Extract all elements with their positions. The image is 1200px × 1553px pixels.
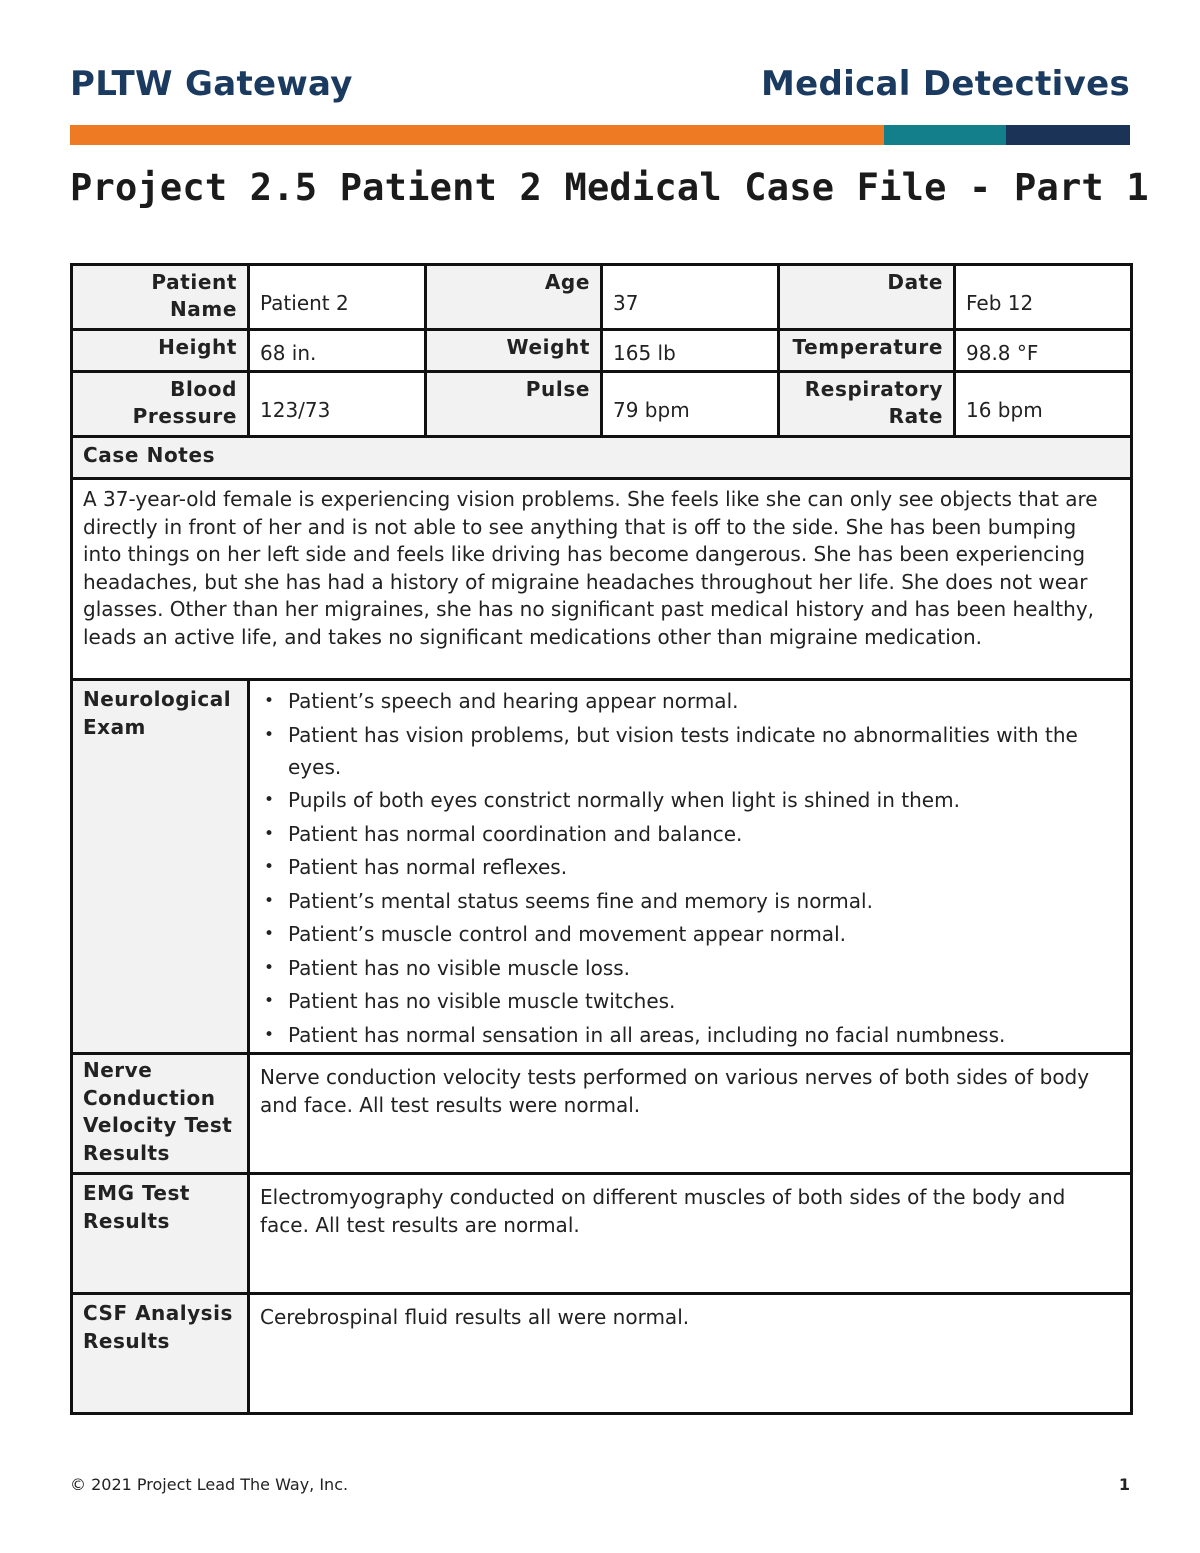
blood-pressure-label: Blood Pressure: [72, 372, 249, 437]
list-item: • Patient has vision problems, but vision tests indicate no abnormalities with the eyes.: [288, 719, 1120, 783]
date-label: Date: [779, 265, 955, 330]
list-item: • Patient’s speech and hearing appear normal.: [288, 685, 1120, 717]
vitals-row-2: [72, 330, 1132, 372]
temperature-value: 98.8 °F: [955, 330, 1132, 372]
emg-row: [72, 1174, 1132, 1294]
temperature-label: Temperature: [779, 330, 955, 372]
height-value: 68 in.: [249, 330, 426, 372]
case-notes-label: Case Notes: [72, 437, 1132, 479]
neurological-exam-list: [250, 681, 1130, 1051]
header-color-bar: [70, 125, 1130, 145]
respiratory-rate-label: Respiratory Rate: [779, 372, 955, 437]
case-notes-text: A 37-year-old female is experiencing vision problems. She feels like she can only see objects that are directly in front of her and is not able to see anything that is off to the side. She has been bumping into things on her left side and feels like driving has become dangerous. She has been experiencing headaches, but she has had a history of migraine headaches throughout her life. She does not wear glasses. Other than her migraines, she has no significant past medical history and has been healthy, leads an active life, and takes no significant medications other than migraine medication.: [72, 479, 1132, 680]
csf-text: Cerebrospinal fluid results all were normal.: [249, 1294, 1132, 1414]
case-file-table: [70, 263, 1133, 1415]
list-item: • Patient has no visible muscle loss.: [288, 952, 1120, 984]
weight-label: Weight: [426, 330, 602, 372]
nerve-conduction-label: Nerve Conduction Velocity Test Results: [72, 1054, 249, 1174]
page-footer: [70, 1475, 1130, 1494]
age-value: 37: [602, 265, 779, 330]
case-notes-header-row: [72, 437, 1132, 479]
emg-text: Electromyography conducted on different muscles of both sides of the body and face. All test results are normal.: [249, 1174, 1132, 1294]
csf-label: CSF Analysis Results: [72, 1294, 249, 1414]
list-item: • Patient’s mental status seems fine and memory is normal.: [288, 885, 1120, 917]
neurological-exam-findings: [249, 680, 1132, 1054]
list-item: • Patient has normal reflexes.: [288, 851, 1120, 883]
document-title: Project 2.5 Patient 2 Medical Case File - Part 1: [70, 166, 1149, 209]
page-number: 1: [1118, 1475, 1130, 1494]
neurological-exam-label: Neurological Exam: [72, 680, 249, 1054]
blood-pressure-value: 123/73: [249, 372, 426, 437]
height-label: Height: [72, 330, 249, 372]
age-label: Age: [426, 265, 602, 330]
brand-pltw-gateway: PLTW Gateway: [70, 64, 353, 104]
page-header: [70, 62, 1130, 106]
color-bar-teal: [884, 125, 1006, 145]
vitals-row-3: [72, 372, 1132, 437]
patient-name-value: Patient 2: [249, 265, 426, 330]
brand-medical-detectives: Medical Detectives: [761, 64, 1130, 104]
emg-label: EMG Test Results: [72, 1174, 249, 1294]
copyright-text: © 2021 Project Lead The Way, Inc.: [70, 1475, 349, 1494]
nerve-conduction-text: Nerve conduction velocity tests performed on various nerves of both sides of body and face. All test results were normal.: [249, 1054, 1132, 1174]
csf-row: [72, 1294, 1132, 1414]
neurological-exam-row: [72, 680, 1132, 1054]
case-notes-body-row: [72, 479, 1132, 680]
patient-name-label: Patient Name: [72, 265, 249, 330]
color-bar-navy: [1006, 125, 1130, 145]
date-value: Feb 12: [955, 265, 1132, 330]
pulse-label: Pulse: [426, 372, 602, 437]
list-item: • Patient’s muscle control and movement appear normal.: [288, 918, 1120, 950]
weight-value: 165 lb: [602, 330, 779, 372]
list-item: • Patient has normal sensation in all areas, including no facial numbness.: [288, 1019, 1120, 1051]
list-item: • Patient has normal coordination and balance.: [288, 818, 1120, 850]
pulse-value: 79 bpm: [602, 372, 779, 437]
list-item: • Patient has no visible muscle twitches.: [288, 985, 1120, 1017]
respiratory-rate-value: 16 bpm: [955, 372, 1132, 437]
nerve-conduction-row: [72, 1054, 1132, 1174]
vitals-row-1: [72, 265, 1132, 330]
color-bar-orange: [70, 125, 884, 145]
list-item: • Pupils of both eyes constrict normally when light is shined in them.: [288, 784, 1120, 816]
